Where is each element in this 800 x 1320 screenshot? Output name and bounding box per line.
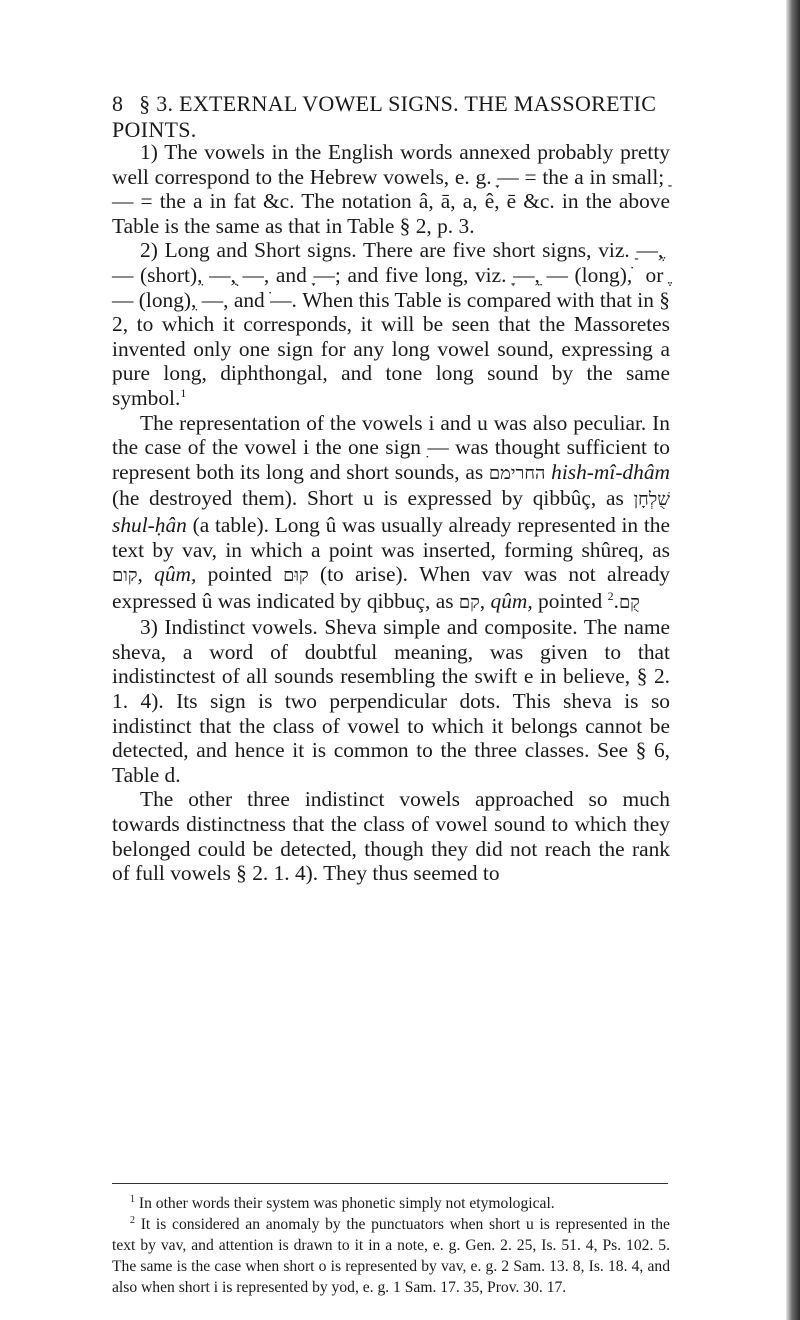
transliteration-shulhan: shul-ḥân	[112, 512, 187, 537]
main-text	[112, 140, 670, 886]
running-title: § 3. EXTERNAL VOWEL SIGNS. THE MASSORETIC POINTS.	[112, 91, 657, 142]
transliteration-hishmidam: hish-mî-dhâm	[551, 459, 670, 484]
paragraph-indistinct-vowels: 3) Indistinct vowels. Sheva simple and composite. The name sheva, a word of doubtful meaning, was given to that indistinctest of all sounds resembling the swift e in believe, § 2. 1. 4). Its sign is two perpendicular dots. This sheva is so indistinct that the class of vowel to which it belongs cannot be detected, and hence it is common to the three classes. See § 6, Table d.	[112, 615, 670, 787]
paragraph-long-short-signs: 2) Long and Short signs. There are five short signs, viz. ַ—, ֶ— (short), ִ—, ֻ—, and ָ—; and five long, viz. ָ—, ֵ— (long), ֹ or ֶ— (long), ִ—, and ֹ—. When this Table is compared with that in § 2, to which it corresponds, it will be seen that the Massoretes invented only one sign for any long vowel sound, expressing a pure long, diphthongal, and tone long sound by the same symbol.$^1$	[112, 238, 670, 410]
hebrew-word-qum-defective-pointed: קֻם	[618, 591, 640, 613]
hebrew-word-qum-pointed: קוּם	[283, 565, 309, 587]
page-edge-shadow	[786, 0, 800, 1320]
footnote-ref-1: 1	[180, 385, 187, 400]
footnote-2-mark: 2	[130, 1214, 135, 1226]
footnote-1-text: In other words their system was phonetic simply not etymological.	[138, 1195, 555, 1212]
footnote-1-mark: 1	[130, 1193, 135, 1205]
footnote-2	[112, 1214, 670, 1298]
paragraph-vowel-correspondence: 1) The vowels in the English words annexed probably pretty well correspond to the Hebrew vowels, e. g. ָ— = the a in small; ַ— = the a in fat &c. The notation â, ā, a, ê, ē &c. in the above Table is the same as that in Table § 2, p. 3.	[112, 140, 670, 238]
page-number: 8	[112, 91, 124, 116]
paragraph-vowels-i-u: The representation of the vowels i and u was also peculiar. In the case of the vowel i the one sign ִ— was thought sufficient to represent both its long and short sounds, as החרימם hish-mî-dhâm (he destroyed them). Short u is expressed by qibbûç, as שֻׁלְחָן shul-ḥân (a table). Long û was usually already represented in the text by vav, in which a point was inserted, forming shûreq, as קום, qûm, pointed קוּם (to arise). When vav was not already expressed û was indicated by qibbuç, as קם, qûm, pointed קֻם.$^2$	[112, 410, 670, 613]
hebrew-word-shulhan: שֻׁלְחָן	[633, 489, 670, 511]
transliteration-qum: qûm,	[154, 562, 197, 587]
footnote-separator	[112, 1183, 668, 1184]
footnote-ref-2: 2	[607, 588, 614, 603]
transliteration-qum-defective: qûm,	[490, 588, 533, 613]
hebrew-word-qum-defective: קם	[458, 591, 480, 613]
footnotes	[112, 1193, 670, 1298]
running-header	[112, 91, 672, 143]
hebrew-word-hishmidam: החרימם	[488, 462, 546, 484]
paragraph-other-indistinct-vowels: The other three indistinct vowels approached so much towards distinctness that the class of vowel sound to which they belonged could be detected, though they did not reach the rank of full vowels § 2. 1. 4). They thus seemed to	[112, 787, 670, 886]
footnote-1	[112, 1193, 670, 1214]
hebrew-word-qum: קום	[112, 565, 138, 587]
footnote-2-text: It is considered an anomaly by the punctuators when short u is represented in the text by vav, and attention is drawn to it in a note, e. g. Gen. 2. 25, Is. 51. 4, Ps. 102. 5. The same is the case when short o is represented by vav, e. g. 2 Sam. 13. 8, Is. 18. 4, and also when short i is represented by yod, e. g. 1 Sam. 17. 35, Prov. 30. 17.	[112, 1216, 670, 1296]
